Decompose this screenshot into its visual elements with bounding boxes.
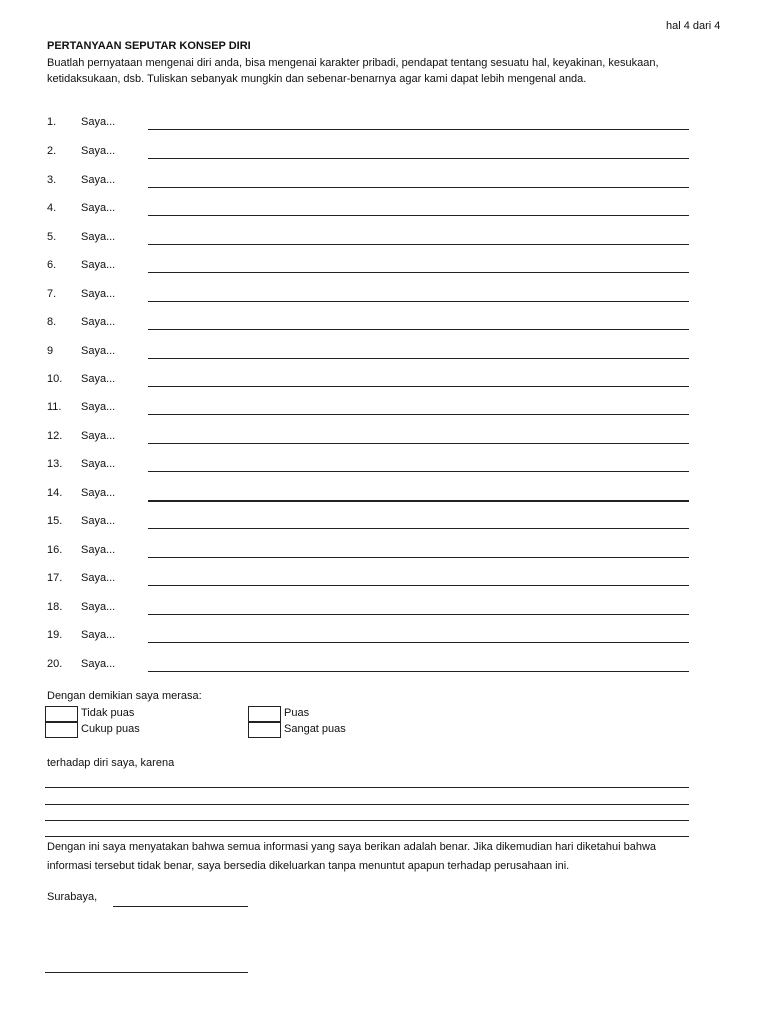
statement-number: 19. xyxy=(47,629,63,641)
statement-prompt: Saya... xyxy=(81,487,116,499)
answer-line[interactable] xyxy=(148,557,689,558)
statement-prompt: Saya... xyxy=(81,316,116,328)
statement-row xyxy=(0,572,768,592)
statement-number: 12. xyxy=(47,430,63,442)
answer-line[interactable] xyxy=(148,272,689,273)
option-label: Tidak puas xyxy=(81,707,135,719)
answer-line[interactable] xyxy=(148,129,689,130)
statement-number: 16. xyxy=(47,544,63,556)
statement-number: 3. xyxy=(47,174,57,186)
statement-number: 7. xyxy=(47,288,57,300)
signature-line[interactable] xyxy=(45,972,248,973)
statement-row xyxy=(0,544,768,564)
statement-number: 17. xyxy=(47,572,63,584)
statement-prompt: Saya... xyxy=(81,658,116,670)
statement-row xyxy=(0,515,768,535)
section-title: PERTANYAAN SEPUTAR KONSEP DIRI xyxy=(47,40,251,52)
answer-line[interactable] xyxy=(148,585,689,586)
statement-number: 5. xyxy=(47,231,57,243)
statement-prompt: Saya... xyxy=(81,373,116,385)
statement-prompt: Saya... xyxy=(81,145,116,157)
answer-line[interactable] xyxy=(148,614,689,615)
statement-row xyxy=(0,401,768,421)
statement-number: 10. xyxy=(47,373,63,385)
statement-number: 14. xyxy=(47,487,63,499)
statement-prompt: Saya... xyxy=(81,401,116,413)
statement-number: 13. xyxy=(47,458,63,470)
statement-number: 20. xyxy=(47,658,63,670)
instructions: Buatlah pernyataan mengenai diri anda, bisa mengenai karakter pribadi, pendapat tentang sesuatu hal, keyakinan, kesukaan, ketidaksukaan, dsb. Tuliskan sebanyak mungkin dan sebenar-benarnya agar kami dapat lebih mengenal anda. xyxy=(47,57,659,85)
statement-prompt: Saya... xyxy=(81,430,116,442)
statement-row xyxy=(0,116,768,136)
declaration-text: Dengan ini saya menyatakan bahwa semua informasi yang saya berikan adalah benar. Jika dikemudian hari diketahui bahwa informasi tersebut tidak benar, saya bersedia dikeluarkan tanpa menuntut apapun terhadap perusahaan ini. xyxy=(47,841,657,872)
option-label: Cukup puas xyxy=(81,723,140,735)
statement-row xyxy=(0,629,768,649)
statement-number: 15. xyxy=(47,515,63,527)
statement-row xyxy=(0,601,768,621)
reason-line[interactable] xyxy=(45,787,689,788)
answer-line[interactable] xyxy=(148,244,689,245)
option-label: Puas xyxy=(284,707,310,719)
answer-line[interactable] xyxy=(148,443,689,444)
statement-number: 2. xyxy=(47,145,57,157)
statement-row xyxy=(0,316,768,336)
answer-line[interactable] xyxy=(148,471,689,472)
statement-prompt: Saya... xyxy=(81,458,116,470)
answer-line[interactable] xyxy=(148,215,689,216)
statement-row xyxy=(0,430,768,450)
checkbox-puas[interactable] xyxy=(248,706,281,722)
option-label: Sangat puas xyxy=(284,723,346,735)
answer-line[interactable] xyxy=(148,329,689,330)
statement-number: 9 xyxy=(47,345,54,357)
statement-row xyxy=(0,658,768,678)
statement-number: 6. xyxy=(47,259,57,271)
statement-row xyxy=(0,487,768,507)
reason-line[interactable] xyxy=(45,820,689,821)
statement-prompt: Saya... xyxy=(81,174,116,186)
reason-prompt: terhadap diri saya, karena xyxy=(47,757,175,769)
reason-line[interactable] xyxy=(45,836,689,837)
statement-prompt: Saya... xyxy=(81,288,116,300)
statement-row xyxy=(0,373,768,393)
statement-prompt: Saya... xyxy=(81,231,116,243)
statement-prompt: Saya... xyxy=(81,202,116,214)
statement-prompt: Saya... xyxy=(81,259,116,271)
answer-line[interactable] xyxy=(148,358,689,359)
statement-prompt: Saya... xyxy=(81,116,116,128)
answer-line[interactable] xyxy=(148,301,689,302)
statement-row xyxy=(0,288,768,308)
answer-line[interactable] xyxy=(148,642,689,643)
statement-number: 11. xyxy=(47,401,62,413)
statement-prompt: Saya... xyxy=(81,572,116,584)
statement-prompt: Saya... xyxy=(81,629,116,641)
statement-prompt: Saya... xyxy=(81,601,116,613)
statement-prompt: Saya... xyxy=(81,515,116,527)
statement-row xyxy=(0,345,768,365)
statement-number: 8. xyxy=(47,316,57,328)
statement-row xyxy=(0,174,768,194)
city-label: Surabaya, xyxy=(47,891,98,903)
answer-line[interactable] xyxy=(148,158,689,159)
answer-line[interactable] xyxy=(148,187,689,188)
answer-line[interactable] xyxy=(148,386,689,387)
reason-line[interactable] xyxy=(45,804,689,805)
checkbox-cukup-puas[interactable] xyxy=(45,722,78,738)
feeling-prompt: Dengan demikian saya merasa: xyxy=(47,690,202,702)
answer-line[interactable] xyxy=(148,528,689,529)
statement-row xyxy=(0,145,768,165)
statement-row xyxy=(0,259,768,279)
statement-number: 4. xyxy=(47,202,57,214)
checkbox-tidak-puas[interactable] xyxy=(45,706,78,722)
date-line[interactable] xyxy=(113,906,248,907)
statement-prompt: Saya... xyxy=(81,544,116,556)
statement-row xyxy=(0,458,768,478)
answer-line[interactable] xyxy=(148,414,689,415)
statement-prompt: Saya... xyxy=(81,345,116,357)
answer-line[interactable] xyxy=(148,500,689,502)
checkbox-sangat-puas[interactable] xyxy=(248,722,281,738)
statement-row xyxy=(0,202,768,222)
answer-line[interactable] xyxy=(148,671,689,672)
page-number: hal 4 dari 4 xyxy=(666,20,721,32)
statement-number: 18. xyxy=(47,601,63,613)
statement-number: 1. xyxy=(47,116,57,128)
statement-row xyxy=(0,231,768,251)
